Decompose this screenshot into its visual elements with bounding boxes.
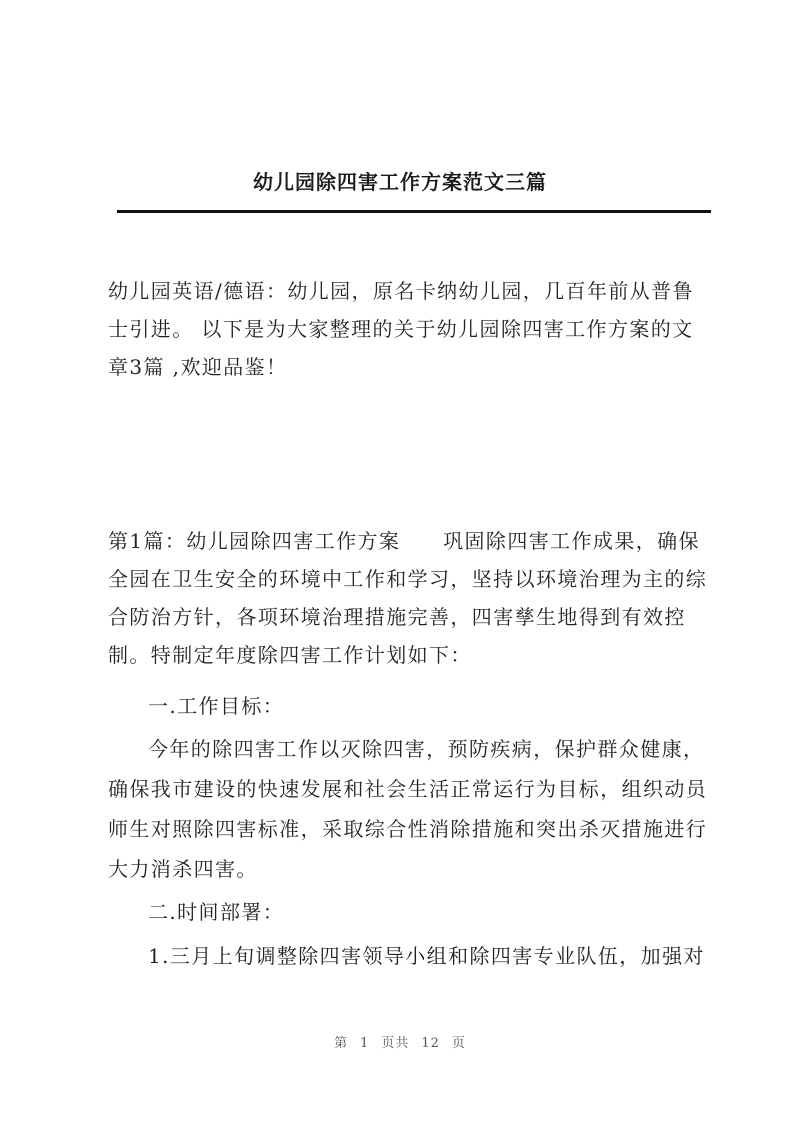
section1-line-2: 全园在卫生安全的环境中工作和学习，坚持以环境治理为主的综 (108, 567, 708, 591)
section1-line-3: 合防治方针，各项环境治理措施完善，四害孳生地得到有效控 (108, 605, 686, 629)
section1-line-4: 制。特制定年度除四害工作计划如下： (108, 643, 472, 667)
footer-total-pages: 12 (421, 1036, 440, 1051)
time-heading-block (108, 892, 708, 932)
goal-line-2: 确保我市建设的快速发展和社会生活正常运行为目标，组织动员 (108, 777, 708, 801)
intro-line-1: 幼儿园英语/德语：幼儿园，原名卡纳幼儿园，几百年前从普鲁 (108, 279, 694, 303)
time-paragraph (108, 936, 708, 976)
page-footer (0, 1032, 800, 1051)
goal-line-3: 师生对照除四害标准，采取综合性消除措施和突出杀灭措施进行 (108, 817, 708, 841)
goal-line-4: 大力消杀四害。 (108, 857, 258, 881)
footer-prefix: 第 (334, 1036, 349, 1051)
document-title: 幼儿园除四害工作方案范文三篇 (253, 170, 547, 194)
time-line-1: 1.三月上旬调整除四害领导小组和除四害专业队伍，加强对 (148, 944, 705, 968)
footer-middle: 页共 (381, 1036, 410, 1051)
goal-heading-block (108, 686, 708, 726)
footer-page-number: 1 (360, 1036, 370, 1051)
goal-line-1: 今年的除四害工作以灭除四害，预防疾病，保护群众健康， (148, 737, 705, 761)
time-heading: 二.时间部署： (148, 900, 285, 924)
section1-line-1: 第1篇：幼儿园除四害工作方案 巩固除四害工作成果，确保 (108, 529, 700, 553)
intro-line-3: 章3篇 ,欢迎品鉴！ (108, 355, 288, 379)
goal-heading: 一.工作目标： (148, 694, 285, 718)
goal-paragraph (108, 729, 708, 889)
footer-suffix: 页 (451, 1036, 466, 1051)
intro-paragraph (108, 272, 708, 386)
intro-line-2: 士引进。 以下是为大家整理的关于幼儿园除四害工作方案的文 (108, 317, 694, 341)
title-underline (117, 210, 711, 213)
section1-paragraph (108, 522, 708, 674)
